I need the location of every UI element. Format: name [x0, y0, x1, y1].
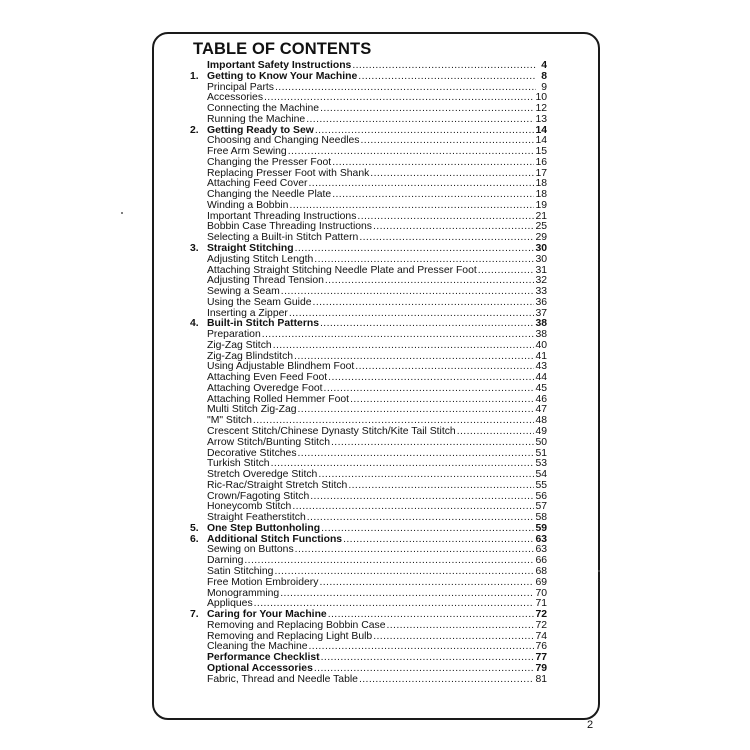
toc-dot-leader	[273, 341, 535, 352]
toc-dot-leader	[275, 83, 536, 94]
toc-entry-page: 63	[535, 544, 547, 556]
toc-entry-label: Fabric, Thread and Needle Table	[207, 673, 358, 685]
toc-entry	[190, 255, 547, 266]
toc-dot-leader	[289, 201, 534, 212]
toc-entry	[190, 115, 547, 126]
toc-dot-leader	[386, 621, 534, 632]
toc-entry-label: Ric-Rac/Straight Stretch Stitch	[207, 479, 348, 491]
toc-entry-label: Changing the Needle Plate	[207, 189, 332, 201]
toc-entry-page: 72	[535, 609, 547, 621]
toc-entry-page: 63	[535, 533, 547, 545]
toc-dot-leader	[320, 104, 534, 115]
toc-dot-leader	[315, 126, 535, 137]
toc-entry-page: 18	[535, 178, 547, 190]
toc-dot-leader	[358, 72, 536, 83]
toc-dot-leader	[295, 545, 535, 556]
toc-entry-label: Changing the Presser Foot	[207, 156, 332, 168]
toc-entry-page: 47	[535, 404, 547, 416]
toc-entry-label: Straight Featherstitch	[207, 512, 306, 524]
toc-entry	[190, 578, 547, 589]
toc-entry-label: Sewing a Seam	[207, 286, 280, 298]
toc-dot-leader	[309, 642, 535, 653]
toc-entry-label: "M" Stitch	[207, 415, 252, 427]
toc-entry-label: Bobbin Case Threading Instructions	[207, 221, 373, 233]
toc-entry-page: 44	[535, 372, 547, 384]
toc-entry-number: 7.	[190, 609, 199, 621]
toc-entry-page: 10	[535, 92, 547, 104]
toc-entry-label: Important Threading Instructions	[207, 210, 357, 222]
toc-dot-leader	[320, 319, 534, 330]
toc-dot-leader	[310, 492, 534, 503]
toc-entry-label: Built-in Stitch Patterns	[207, 318, 319, 330]
toc-entry-label: Attaching Rolled Hemmer Foot	[207, 393, 350, 405]
toc-dot-leader	[321, 653, 535, 664]
toc-dot-leader	[478, 266, 535, 277]
toc-entry-page: 14	[535, 135, 547, 147]
toc-entry-label: Crown/Fagoting Stitch	[207, 490, 310, 502]
toc-entry-page: 12	[535, 103, 547, 115]
toc-entry-label: Honeycomb Stitch	[207, 501, 292, 513]
toc-entry-label: Adjusting Stitch Length	[207, 253, 314, 265]
toc-entry	[190, 675, 547, 686]
toc-dot-leader	[321, 524, 534, 535]
toc-entry-label: Free Motion Embroidery	[207, 576, 319, 588]
toc-dot-leader	[318, 470, 534, 481]
toc-entry-label: Attaching Feed Cover	[207, 178, 308, 190]
table-of-contents	[190, 61, 547, 685]
toc-entry-label: Connecting the Machine	[207, 103, 320, 115]
page-title: TABLE OF CONTENTS	[193, 40, 372, 58]
scan-speck	[121, 212, 123, 214]
toc-entry-page: 55	[535, 479, 547, 491]
toc-entry-label: Attaching Even Feed Foot	[207, 372, 328, 384]
toc-entry-page: 14	[535, 124, 547, 136]
toc-dot-leader	[253, 416, 535, 427]
toc-dot-leader	[313, 298, 535, 309]
toc-entry-page: 72	[535, 619, 547, 631]
toc-dot-leader	[332, 158, 534, 169]
toc-dot-leader	[281, 287, 535, 298]
toc-entry-page: 74	[535, 630, 547, 642]
toc-entry-page: 33	[535, 286, 547, 298]
toc-entry-page: 77	[535, 652, 547, 664]
toc-dot-leader	[314, 255, 534, 266]
toc-entry-page: 18	[535, 189, 547, 201]
toc-entry-page: 9	[541, 81, 547, 93]
toc-dot-leader	[373, 632, 534, 643]
toc-entry-label: Arrow Stitch/Bunting Stitch	[207, 436, 331, 448]
toc-dot-leader	[331, 438, 534, 449]
toc-entry-label: Attaching Straight Stitching Needle Plate and Presser Foot	[207, 264, 477, 276]
toc-dot-leader	[370, 169, 534, 180]
toc-entry-page: 71	[535, 598, 547, 610]
toc-dot-leader	[274, 567, 534, 578]
toc-entry-page: 30	[535, 253, 547, 265]
scan-speck	[598, 570, 600, 572]
toc-entry-label: Cleaning the Machine	[207, 641, 308, 653]
toc-entry-label: Winding a Bobbin	[207, 199, 289, 211]
toc-entry	[190, 621, 547, 632]
toc-dot-leader	[343, 535, 534, 546]
toc-entry-label: Monogramming	[207, 587, 280, 599]
toc-entry-page: 59	[535, 522, 547, 534]
toc-entry-page: 32	[535, 275, 547, 287]
toc-dot-leader	[457, 427, 535, 438]
toc-dot-leader	[254, 599, 535, 610]
toc-entry	[190, 556, 547, 567]
toc-entry-page: 37	[535, 307, 547, 319]
toc-entry-page: 41	[535, 350, 547, 362]
toc-dot-leader	[280, 589, 534, 600]
toc-dot-leader	[262, 330, 535, 341]
toc-entry-page: 76	[535, 641, 547, 653]
toc-entry-page: 54	[535, 469, 547, 481]
toc-entry-label: Running the Machine	[207, 113, 306, 125]
toc-dot-leader	[314, 664, 535, 675]
toc-entry-page: 4	[541, 59, 547, 71]
toc-entry-page: 57	[535, 501, 547, 513]
toc-entry-label: Replacing Presser Foot with Shank	[207, 167, 370, 179]
toc-entry-label: Adjusting Thread Tension	[207, 275, 324, 287]
toc-entry-page: 56	[535, 490, 547, 502]
toc-entry-page: 40	[535, 339, 547, 351]
toc-dot-leader	[289, 309, 535, 320]
toc-entry-label: Crescent Stitch/Chinese Dynasty Stitch/Kite Tail Stitch	[207, 426, 456, 438]
toc-dot-leader	[328, 610, 535, 621]
toc-entry-number: 4.	[190, 318, 199, 330]
toc-dot-leader	[309, 179, 535, 190]
toc-entry-number: 2.	[190, 124, 199, 136]
toc-entry-label: Decorative Stitches	[207, 447, 297, 459]
toc-entry	[190, 298, 547, 309]
toc-dot-leader	[294, 352, 534, 363]
toc-entry-number: 6.	[190, 533, 199, 545]
toc-dot-leader	[373, 222, 534, 233]
toc-entry-label: Inserting a Zipper	[207, 307, 288, 319]
toc-entry-page: 36	[535, 296, 547, 308]
toc-dot-leader	[306, 115, 534, 126]
toc-entry-page: 50	[535, 436, 547, 448]
toc-entry-label: Selecting a Built-in Stitch Pattern	[207, 232, 359, 244]
toc-entry-label: Zig-Zag Stitch	[207, 339, 272, 351]
toc-dot-leader	[271, 459, 535, 470]
toc-dot-leader	[288, 147, 535, 158]
toc-entry-page: 25	[535, 221, 547, 233]
toc-entry-page: 30	[535, 243, 547, 254]
toc-entry-label: Additional Stitch Functions	[207, 533, 343, 545]
toc-entry	[190, 72, 547, 83]
toc-dot-leader	[352, 61, 536, 72]
toc-dot-leader	[244, 556, 534, 567]
toc-dot-leader	[355, 362, 534, 373]
toc-entry-label: Getting to Know Your Machine	[207, 70, 358, 82]
toc-entry-page: 81	[535, 673, 547, 685]
toc-entry-label: Attaching Overedge Foot	[207, 382, 323, 394]
toc-entry-page: 13	[535, 113, 547, 125]
toc-entry-label: Multi Stitch Zig-Zag	[207, 404, 297, 416]
toc-entry-label: Principal Parts	[207, 81, 274, 93]
toc-entry-label: Removing and Replacing Bobbin Case	[207, 619, 386, 631]
toc-entry-label: Important Safety Instructions	[207, 59, 352, 71]
toc-entry-page: 38	[535, 318, 547, 330]
toc-entry-page: 38	[535, 329, 547, 341]
toc-entry-number: 5.	[190, 522, 199, 534]
toc-dot-leader	[328, 373, 534, 384]
toc-entry	[190, 545, 547, 556]
toc-entry-page: 8	[541, 70, 547, 82]
toc-entry-page: 31	[535, 264, 547, 276]
toc-entry-label: Accessories	[207, 92, 264, 104]
toc-dot-leader	[298, 406, 535, 417]
toc-dot-leader	[348, 481, 534, 492]
toc-entry-label: Preparation	[207, 329, 261, 341]
toc-entry-page: 45	[535, 382, 547, 394]
toc-entry-page: 46	[535, 393, 547, 405]
toc-entry-label: Choosing and Changing Needles	[207, 135, 360, 147]
toc-entry-label: Using the Seam Guide	[207, 296, 312, 308]
toc-entry-page: 29	[535, 232, 547, 244]
toc-dot-leader	[359, 233, 534, 244]
toc-entry-page: 70	[535, 587, 547, 599]
toc-entry-label: Optional Accessories	[207, 662, 313, 674]
toc-dot-leader	[324, 384, 535, 395]
toc-entry-label: Caring for Your Machine	[207, 609, 327, 621]
toc-dot-leader	[319, 578, 534, 589]
toc-entry-number: 3.	[190, 243, 199, 254]
toc-entry-page: 79	[535, 662, 547, 674]
toc-entry-page: 19	[535, 199, 547, 211]
toc-entry-label: Satin Stitching	[207, 565, 274, 577]
toc-dot-leader	[359, 675, 534, 686]
toc-entry-page: 69	[535, 576, 547, 588]
toc-dot-leader	[361, 136, 535, 147]
toc-entry-page: 16	[535, 156, 547, 168]
page-number: 2	[587, 719, 594, 731]
toc-entry-label: Stretch Overedge Stitch	[207, 469, 318, 481]
toc-dot-leader	[298, 449, 535, 460]
toc-entry	[190, 438, 547, 449]
toc-entry-page: 51	[535, 447, 547, 459]
toc-entry-label: One Step Buttonholing	[207, 522, 321, 534]
toc-entry-page: 48	[535, 415, 547, 427]
toc-entry-label: Sewing on Buttons	[207, 544, 294, 556]
toc-dot-leader	[325, 276, 535, 287]
toc-entry-label: Getting Ready to Sew	[207, 124, 314, 136]
toc-entry-page: 21	[535, 210, 547, 222]
toc-entry-label: Darning	[207, 555, 244, 567]
toc-entry-label: Removing and Replacing Light Bulb	[207, 630, 373, 642]
toc-entry-label: Performance Checklist	[207, 652, 320, 664]
toc-entry-page: 17	[535, 167, 547, 179]
toc-entry-label: Using Adjustable Blindhem Foot	[207, 361, 355, 373]
toc-entry-label: Straight Stitching	[207, 243, 294, 254]
toc-entry-number: 1.	[190, 70, 199, 82]
toc-entry-page: 58	[535, 512, 547, 524]
toc-entry-label: Zig-Zag Blindstitch	[207, 350, 294, 362]
toc-entry-page: 49	[535, 426, 547, 438]
toc-entry-label: Turkish Stitch	[207, 458, 270, 470]
toc-dot-leader	[350, 395, 534, 406]
toc-entry-page: 66	[535, 555, 547, 567]
toc-entry-label: Free Arm Sewing	[207, 146, 287, 158]
toc-entry-page: 43	[535, 361, 547, 373]
toc-dot-leader	[292, 502, 534, 513]
toc-entry	[190, 481, 547, 492]
toc-entry-page: 68	[535, 565, 547, 577]
toc-dot-leader	[264, 93, 534, 104]
toc-dot-leader	[332, 190, 534, 201]
toc-dot-leader	[307, 513, 535, 524]
toc-entry-label: Appliques	[207, 598, 253, 610]
toc-dot-leader	[295, 244, 535, 255]
toc-dot-leader	[357, 212, 534, 223]
toc-entry-page: 53	[535, 458, 547, 470]
toc-entry-page: 15	[535, 146, 547, 158]
